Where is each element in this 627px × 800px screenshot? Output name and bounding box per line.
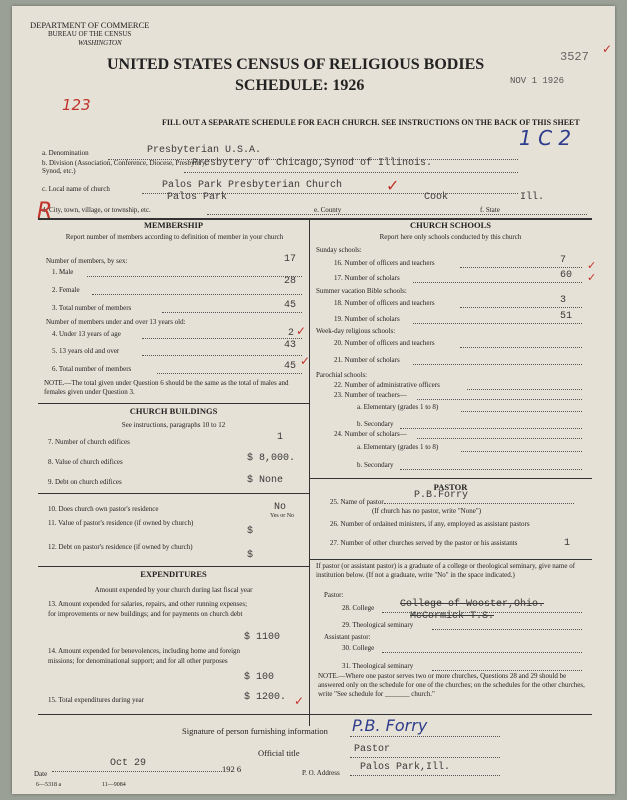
schools-row-label: 21. Number of scholars — [334, 356, 400, 364]
check-mark: ✓ — [587, 272, 597, 284]
membership-heading: MEMBERSHIP — [143, 220, 204, 230]
q25-note: (If church has no pastor, write "None") — [372, 507, 482, 515]
signature: P.B. Forry — [352, 716, 428, 735]
check-mark: ✓ — [296, 324, 307, 338]
fill-instruction: FILL OUT A SEPARATE SCHEDULE FOR EACH CHURCH. SEE INSTRUCTIONS ON THE BACK OF THIS SHEET — [162, 118, 580, 127]
q13-label: 13. Amount expended for salaries, repairs, and other running expenses; for improvements or new buildings; and for payments on church debt — [48, 600, 248, 618]
schools-row-label: 23. Number of teachers— — [334, 391, 407, 399]
q13-value: $ 1100 — [244, 632, 281, 643]
state-label: f. State — [480, 206, 500, 214]
check-mark: ✓ — [587, 260, 597, 272]
schools-row-label: b. Secondary — [357, 420, 394, 428]
schools-row-leader — [460, 267, 582, 268]
state-value: Ill. — [520, 192, 545, 203]
schools-row-leader — [417, 399, 582, 400]
q27-label: 27. Number of other churches served by the pastor or his assistants — [330, 539, 518, 547]
membership-row-label: 1. Male — [52, 268, 74, 276]
membership-value: 45 — [284, 361, 297, 372]
city-label: WASHINGTON — [78, 39, 122, 47]
schools-row-leader — [400, 469, 582, 470]
assistant-sub-label: Assistant pastor: — [324, 633, 371, 641]
check-mark: ✓ — [386, 178, 400, 195]
schools-row-label: Parochial schools: — [316, 371, 368, 379]
blue-mark: 1 C 2 — [519, 126, 572, 150]
denomination-value: Presbyterian U.S.A. — [147, 145, 262, 156]
local-name-label: c. Local name of church — [42, 185, 110, 193]
membership-row-label: 3. Total number of members — [52, 304, 132, 312]
red-r-mark: R — [37, 199, 53, 224]
schools-row-leader — [460, 307, 582, 308]
schools-row-label: b. Secondary — [357, 461, 394, 469]
address-value: Palos Park,Ill. — [360, 762, 451, 773]
schools-row-label: 24. Number of scholars— — [334, 430, 407, 438]
schools-row-label: Summer vacation Bible schools: — [316, 287, 407, 295]
census-schedule-sheet — [12, 6, 615, 794]
membership-note: NOTE.—The total given under Question 6 should be the same as the total of males and females given under Question 3. — [44, 379, 289, 396]
buildings-intro: See instructions, paragraphs 10 to 12 — [121, 421, 226, 429]
q25-value: P.B.Forry — [414, 490, 469, 501]
schools-row-leader — [460, 347, 582, 348]
schools-row-label: Week-day religious schools: — [316, 327, 396, 335]
buildings-row-label: 10. Does church own pastor's residence — [48, 505, 159, 513]
schools-row-leader — [400, 428, 582, 429]
county-value: Cook — [424, 192, 449, 203]
membership-value: 45 — [284, 300, 297, 311]
buildings-value: 1 — [277, 432, 284, 443]
q30-label: 30. College — [342, 644, 375, 652]
form-title: UNITED STATES CENSUS OF RELIGIOUS BODIES — [107, 56, 485, 73]
schools-row-leader — [467, 389, 582, 390]
check-mark: ✓ — [602, 42, 613, 56]
q27-value: 1 — [564, 538, 571, 549]
schools-row-leader — [413, 282, 582, 283]
yes-no-hint: Yes or No — [270, 513, 295, 519]
expenditures-intro: Amount expended by your church during last fiscal year — [94, 586, 253, 594]
membership-row-label: 2. Female — [52, 286, 80, 294]
schools-row-leader — [413, 364, 582, 365]
q29-label: 29. Theological seminary — [342, 621, 414, 629]
buildings-heading: CHURCH BUILDINGS — [129, 406, 218, 416]
buildings-value: $ — [247, 526, 254, 537]
q15-label: 15. Total expenditures during year — [48, 696, 144, 704]
membership-value: 43 — [284, 340, 297, 351]
address-label: P. O. Address — [302, 769, 340, 777]
q15-value: $ 1200. — [244, 692, 287, 703]
q28-value-2: McCormick T.S. — [410, 611, 495, 622]
check-mark: ✓ — [294, 694, 305, 708]
grad-note: If pastor (or assistant pastor) is a graduate of a college or theological seminary, give name of institution below. (If not a graduate, write "No" in the space indicated.) — [316, 562, 576, 579]
schedule-title: SCHEDULE: 1926 — [235, 77, 365, 94]
schools-intro: Report here only schools conducted by this church — [379, 233, 522, 241]
city-town-label: d. City, town, village, or township, etc. — [42, 206, 151, 214]
print-code: 11—9084 — [102, 782, 126, 788]
membership-row-label: 5. 13 years old and over — [52, 347, 120, 355]
q25-label: 25. Name of pastor — [330, 498, 384, 506]
schools-row-label: Sunday schools: — [316, 246, 362, 254]
expenditures-heading: EXPENDITURES — [140, 569, 207, 579]
pastor-note: NOTE.—Where one pastor serves two or more churches, Questions 28 and 29 should be answered only on the schedule for one of the churches; on the schedules for the other churches, write "See schedule for _______ church." — [318, 672, 585, 698]
division-value: Presbytery of Chicago,Synod of Illinois. — [192, 158, 433, 169]
schools-row-label: 17. Number of scholars — [334, 274, 400, 282]
membership-intro: Report number of members according to definition of member in your church — [65, 233, 284, 241]
schools-row-leader — [461, 411, 582, 412]
schools-row-label: a. Elementary (grades 1 to 8) — [357, 403, 439, 411]
dept-label: DEPARTMENT OF COMMERCE — [30, 20, 150, 30]
schools-row-label: 20. Number of officers and teachers — [334, 339, 435, 347]
pastor-heading: PASTOR — [433, 482, 468, 492]
membership-value: 28 — [284, 276, 297, 287]
schools-row-leader — [461, 451, 582, 452]
date-value: Oct 29 — [110, 758, 147, 769]
schools-row-label: 16. Number of officers and teachers — [334, 259, 435, 267]
schools-row-label: 19. Number of scholars — [334, 315, 400, 323]
buildings-value: $ None — [247, 475, 284, 486]
membership-row-label: 6. Total number of members — [52, 365, 132, 373]
signature-label: Signature of person furnishing information — [182, 726, 328, 736]
membership-value: 2 — [288, 328, 295, 339]
check-mark: ✓ — [300, 354, 311, 368]
buildings-value: $ 8,000. — [247, 453, 296, 464]
form-code: 6—5318 a — [36, 782, 62, 788]
buildings-row-label: 11. Value of pastor's residence (if owned by church) — [48, 519, 194, 527]
buildings-row-label: 7. Number of church edifices — [48, 438, 130, 446]
schools-row-label: 22. Number of administrative officers — [334, 381, 440, 389]
city-value: Palos Park — [167, 192, 228, 203]
q26-label: 26. Number of ordained ministers, if any, employed as assistant pastors — [330, 520, 530, 528]
q14-value: $ 100 — [244, 672, 275, 683]
date-label: Date — [34, 770, 48, 778]
buildings-row-label: 12. Debt on pastor's residence (if owned by church) — [48, 543, 193, 551]
membership-value: 17 — [284, 254, 297, 265]
membership-row-label: Number of members, by sex: — [46, 257, 128, 265]
buildings-row-label: 8. Value of church edifices — [48, 458, 123, 466]
schools-value: 60 — [560, 270, 573, 281]
schools-heading: CHURCH SCHOOLS — [410, 220, 491, 230]
official-title: Pastor — [354, 744, 391, 755]
denomination-label: a. Denomination — [42, 149, 89, 157]
division-label: b. Division (Association, Conference, Diocese, Presbytery, Synod, etc.) — [42, 159, 207, 175]
stamp-date: NOV 1 1926 — [510, 76, 565, 86]
q28-label: 28. College — [342, 604, 375, 612]
year-value: 192 6 — [222, 764, 242, 774]
local-name-value: Palos Park Presbyterian Church — [162, 180, 343, 191]
membership-row-label: Number of members under and over 13 years old: — [46, 318, 186, 326]
buildings-value: $ — [247, 550, 254, 561]
pastor-sub-label: Pastor: — [324, 591, 344, 599]
county-label: e. County — [314, 206, 342, 214]
membership-row-label: 4. Under 13 years of age — [52, 330, 121, 338]
q31-label: 31. Theological seminary — [342, 662, 414, 670]
schools-value: 51 — [560, 311, 573, 322]
bureau-label: BUREAU OF THE CENSUS — [48, 30, 132, 38]
schools-value: 3 — [560, 295, 567, 306]
official-title-label: Official title — [258, 748, 300, 758]
schools-row-label: 18. Number of officers and teachers — [334, 299, 435, 307]
buildings-row-label: 9. Debt on church edifices — [48, 478, 122, 486]
schools-row-label: a. Elementary (grades 1 to 8) — [357, 443, 439, 451]
schools-value: 7 — [560, 255, 567, 266]
q14-label: 14. Amount expended for benevolences, including home and foreign missions; for denominational support; and for all other purposes — [48, 647, 241, 665]
q28-value: College of Wooster,Ohio. — [400, 599, 545, 610]
schools-row-leader — [417, 438, 582, 439]
schools-row-leader — [413, 323, 582, 324]
stamp-number: 3527 — [560, 50, 589, 64]
red-number: 123 — [62, 96, 91, 114]
buildings-value: No — [274, 502, 287, 513]
